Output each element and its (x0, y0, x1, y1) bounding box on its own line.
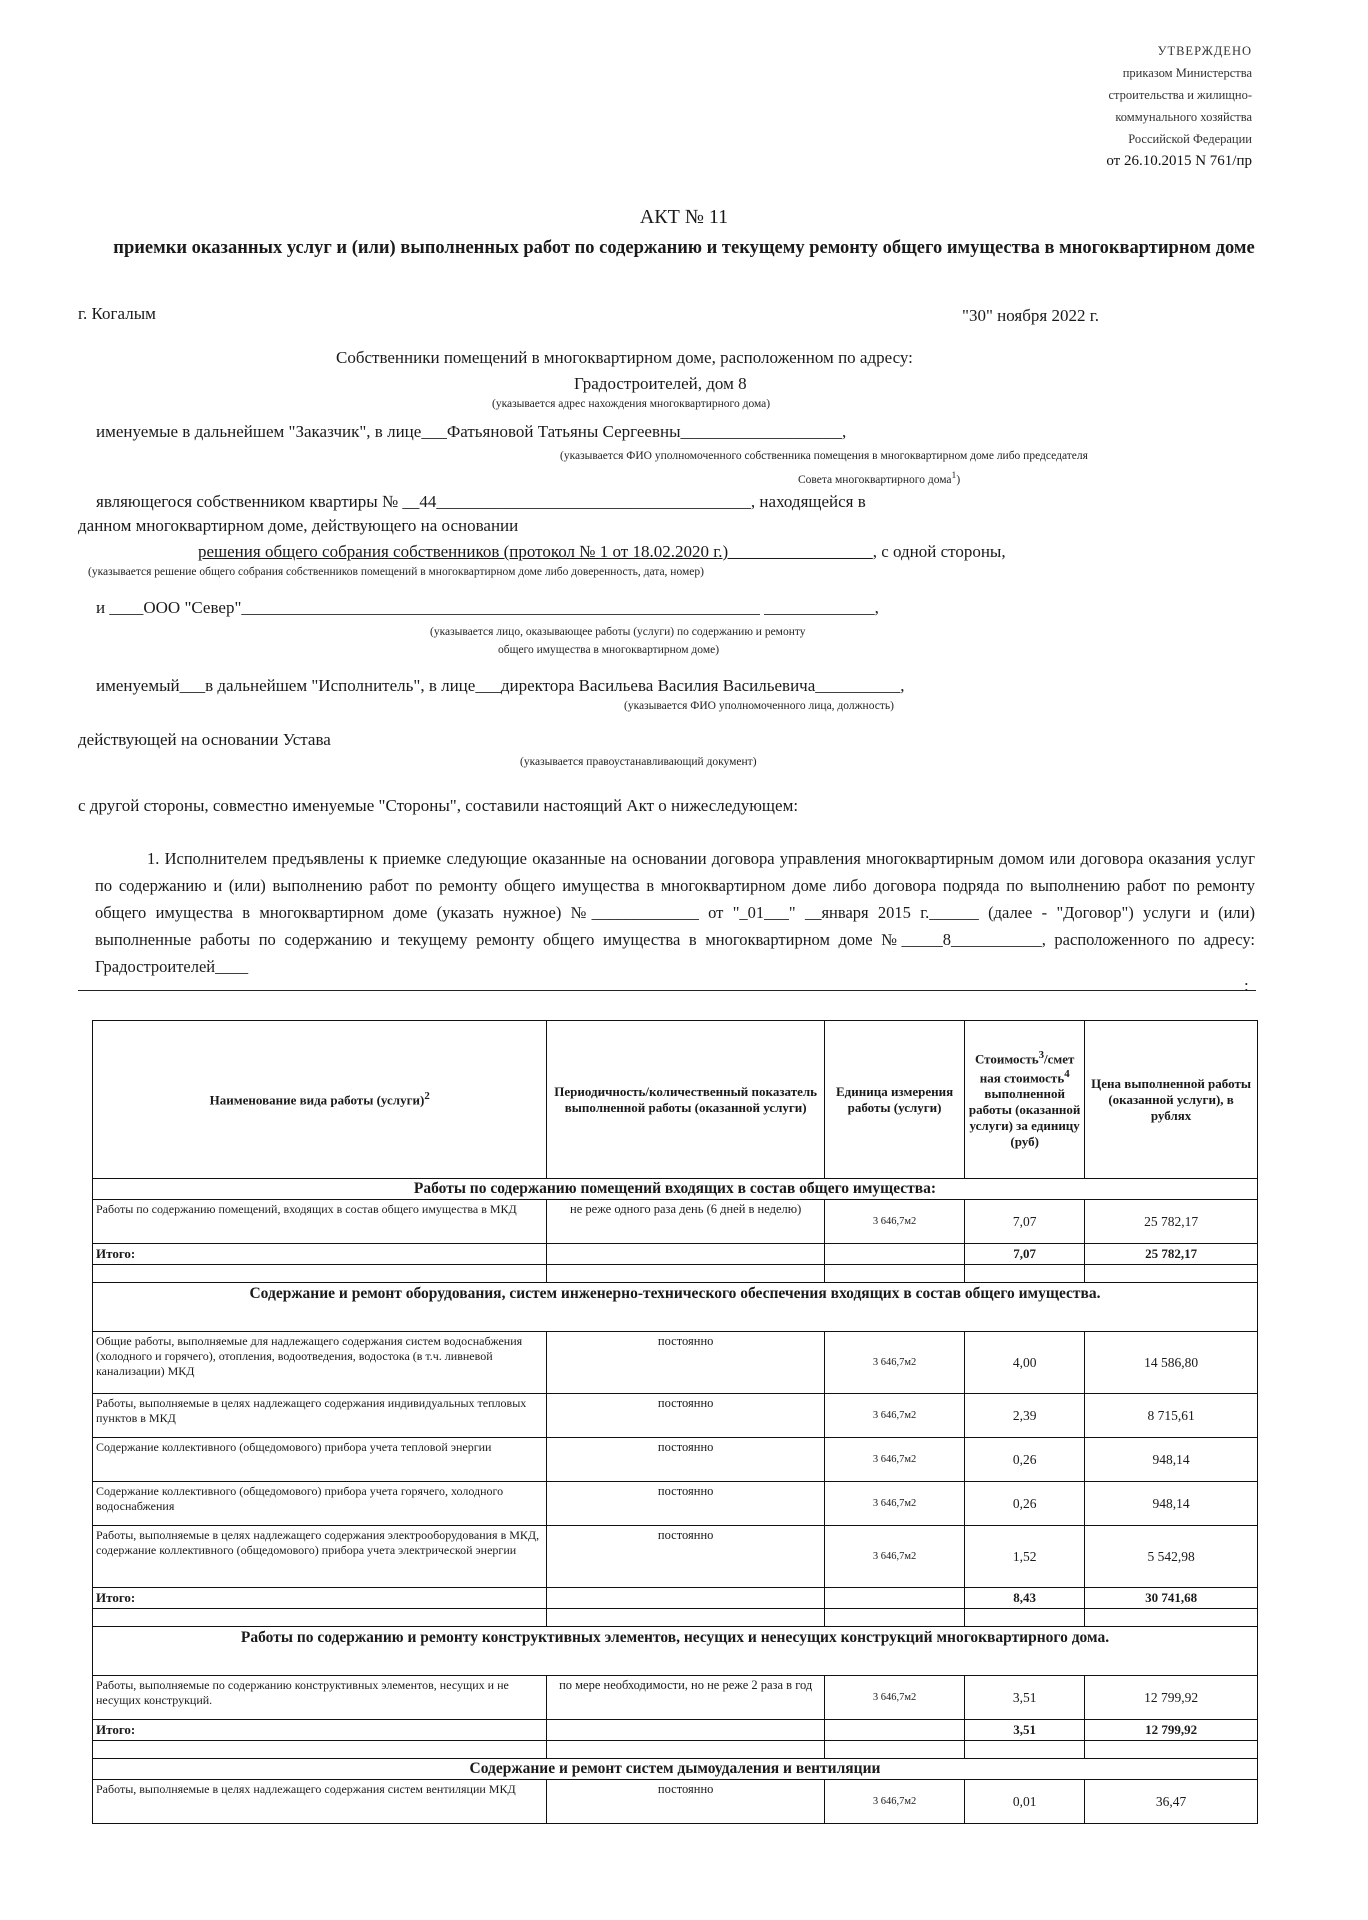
unit-cell: 3 646,7м2 (824, 1780, 964, 1824)
cost-cell: 4,00 (965, 1332, 1085, 1394)
section-header-row (93, 1283, 1258, 1332)
empty-cell (547, 1741, 825, 1759)
basis-end: , с одной стороны, (872, 542, 1006, 561)
total-cost: 3,51 (965, 1720, 1085, 1741)
customer-name: ___Фатьяновой Татьяны Сергеевны___________________ (421, 422, 843, 441)
total-label: Итого: (93, 1244, 547, 1265)
contractor-hint: (указывается лицо, оказывающее работы (услуги) по содержанию и ремонту (430, 626, 806, 638)
work-name-cell: Содержание коллективного (общедомового) прибора учета горячего, холодного водоснабжения (93, 1482, 547, 1526)
header-work-name: Наименование вида работы (услуги)$^2$ (93, 1021, 547, 1179)
basis-hint: (указывается решение общего собрания собственников помещений в многоквартирном доме либо доверенность, дата, номер) (88, 566, 704, 578)
table-row (93, 1394, 1258, 1438)
price-cell: 8 715,61 (1085, 1394, 1258, 1438)
executor-comma: , (900, 676, 905, 695)
header-price: Цена выполненной работы (оказанной услуги), в рублях (1085, 1021, 1258, 1179)
owner-house: данном многоквартирном доме, действующего на основании (78, 516, 519, 535)
total-cost: 7,07 (965, 1244, 1085, 1265)
house-address: Градостроителей, дом 8 (574, 374, 747, 393)
total-price: 12 799,92 (1085, 1720, 1258, 1741)
doc-title: АКТ № 11 (639, 206, 729, 228)
work-name-cell: Работы по содержанию помещений, входящих в состав общего имущества в МКД (93, 1200, 547, 1244)
section-title: Работы по содержанию помещений входящих в состав общего имущества: (93, 1179, 1258, 1200)
customer-comma: , (842, 422, 847, 441)
empty-cell (1085, 1265, 1258, 1283)
total-price: 25 782,17 (1085, 1244, 1258, 1265)
unit-cell: 3 646,7м2 (824, 1394, 964, 1438)
owner-apartment-line (96, 492, 866, 512)
executor-name: ___директора Васильева Василия Васильевича__________ (475, 676, 901, 695)
cost-cell: 0,01 (965, 1780, 1085, 1824)
price-cell: 948,14 (1085, 1482, 1258, 1526)
table-row (93, 1780, 1258, 1824)
empty-cell (824, 1720, 964, 1741)
address-hint: (указывается адрес нахождения многоквартирного дома) (492, 398, 771, 410)
unit-cell: 3 646,7м2 (824, 1438, 964, 1482)
owners-line: Собственники помещений в многоквартирном доме, расположенном по адресу: (336, 348, 913, 367)
empty-cell (824, 1265, 964, 1283)
price-cell: 36,47 (1085, 1780, 1258, 1824)
empty-cell (547, 1265, 825, 1283)
table-header-row (93, 1021, 1258, 1179)
cost-cell: 3,51 (965, 1676, 1085, 1720)
executor-label-2: ___в дальнейшем "Исполнитель", в лице (179, 676, 476, 695)
total-label: Итого: (93, 1720, 547, 1741)
cost-cell: 2,39 (965, 1394, 1085, 1438)
total-price: 30 741,68 (1085, 1588, 1258, 1609)
contractor-line (96, 598, 879, 618)
customer-hint-2: Совета многоквартирного дома$^1$) (798, 470, 961, 486)
total-cost: 8,43 (965, 1588, 1085, 1609)
unit-cell: 3 646,7м2 (824, 1676, 964, 1720)
spacer-row (93, 1609, 1258, 1627)
cost-cell: 0,26 (965, 1482, 1085, 1526)
periodicity-cell: постоянно (547, 1482, 825, 1526)
header-periodicity: Периодичность/количественный показатель выполненной работы (оказанной услуги) (547, 1021, 825, 1179)
contractor-hint-2: общего имущества в многоквартирном доме) (498, 644, 720, 656)
table-row (93, 1332, 1258, 1394)
price-cell: 948,14 (1085, 1438, 1258, 1482)
periodicity-cell: не реже одного раза день (6 дней в неделю) (547, 1200, 825, 1244)
empty-cell (965, 1609, 1085, 1627)
spacer-row (93, 1741, 1258, 1759)
approval-line: коммунального хозяйства (1115, 110, 1252, 124)
section-title: Работы по содержанию и ремонту конструктивных элементов, несущих и ненесущих конструкций многоквартирного дома. (93, 1627, 1258, 1676)
empty-cell (824, 1244, 964, 1265)
total-label: Итого: (93, 1588, 547, 1609)
price-cell: 14 586,80 (1085, 1332, 1258, 1394)
unit-cell: 3 646,7м2 (824, 1482, 964, 1526)
empty-cell (93, 1741, 547, 1759)
work-name-cell: Работы, выполняемые в целях надлежащего содержания систем вентиляции МКД (93, 1780, 547, 1824)
approval-line: приказом Министерства (1122, 66, 1252, 80)
total-row (93, 1720, 1258, 1741)
header-cost: Стоимость$^3$/смет ная стоимость$^4$ выполненной работы (оказанной услуги) за единицу (руб) (965, 1021, 1085, 1179)
separator-line (78, 990, 1256, 991)
periodicity-cell: постоянно (547, 1438, 825, 1482)
price-cell: 12 799,92 (1085, 1676, 1258, 1720)
basis-line (198, 542, 1006, 562)
empty-cell (965, 1265, 1085, 1283)
total-row (93, 1588, 1258, 1609)
work-name-cell: Работы, выполняемые в целях надлежащего содержания индивидуальных тепловых пунктов в МКД (93, 1394, 547, 1438)
unit-cell: 3 646,7м2 (824, 1200, 964, 1244)
owner-apartment-label: являющегося собственником квартиры № (96, 492, 399, 511)
total-row (93, 1244, 1258, 1265)
executor-hint: (указывается ФИО уполномоченного лица, должность) (624, 700, 894, 712)
price-cell: 5 542,98 (1085, 1526, 1258, 1588)
empty-cell (547, 1609, 825, 1627)
periodicity-cell: по мере необходимости, но не реже 2 раза в год (547, 1676, 825, 1720)
city: г. Когалым (78, 304, 156, 323)
work-name-cell: Общие работы, выполняемые для надлежащего содержания систем водоснабжения (холодного и горячего), отопления, водоотведения, водостока (в т.ч. ливневой канализации) МКД (93, 1332, 547, 1394)
empty-cell (965, 1741, 1085, 1759)
section-header-row (93, 1759, 1258, 1780)
empty-cell (824, 1588, 964, 1609)
approval-line: строительства и жилищно- (1108, 88, 1252, 102)
executor-label: именуемый (96, 676, 180, 695)
table-row (93, 1526, 1258, 1588)
paragraph-1: 1. Исполнителем предъявлены к приемке следующие оказанные на основании договора управления многоквартирным домом или договора оказания услуг по содержанию и (или) выполнению работ по ремонту общего имущества в многоквартирном доме либо договора подряда по выполнению работ по ремонту общего имущества в многоквартирном доме (указать нужное) №_____________ от "_01___" __января 2015 г.______ (далее - "Договор") услуги и (или) выполненные работы по содержанию и текущему ремонту общего имущества в многоквартирном доме №_____8___________, расположенного по адресу: Градостроителей____ (95, 849, 1255, 976)
customer-line (96, 422, 846, 442)
section-header-row (93, 1179, 1258, 1200)
section-title: Содержание и ремонт систем дымоудаления и вентиляции (93, 1759, 1258, 1780)
unit-cell: 3 646,7м2 (824, 1526, 964, 1588)
acting-basis: действующей на основании Устава (78, 730, 331, 749)
empty-cell (824, 1741, 964, 1759)
doc-subtitle: приемки оказанных услуг и (или) выполненных работ по содержанию и текущему ремонту общего имущества в многоквартирном доме (113, 238, 1255, 258)
colon-mark: : (1244, 976, 1249, 995)
apartment-number: __44_____________________________________ (398, 492, 751, 511)
approval-line: УТВЕРЖДЕНО (1157, 44, 1252, 58)
basis-document: решения общего собрания собственников (протокол № 1 от 18.02.2020 г.)_________________ (198, 542, 873, 561)
executor-line (96, 676, 905, 696)
cost-cell: 1,52 (965, 1526, 1085, 1588)
customer-hint: (указывается ФИО уполномоченного собственника помещения в многоквартирном доме либо председателя (560, 450, 1088, 462)
and-label: и (96, 598, 106, 617)
price-cell: 25 782,17 (1085, 1200, 1258, 1244)
table-row (93, 1482, 1258, 1526)
header-unit: Единица измерения работы (услуги) (824, 1021, 964, 1179)
periodicity-cell: постоянно (547, 1780, 825, 1824)
works-table (92, 1020, 1258, 1824)
empty-cell (547, 1720, 825, 1741)
table-row (93, 1676, 1258, 1720)
contractor-comma: , (874, 598, 879, 617)
periodicity-cell: постоянно (547, 1394, 825, 1438)
periodicity-cell: постоянно (547, 1332, 825, 1394)
cost-cell: 0,26 (965, 1438, 1085, 1482)
doc-date: "30" ноября 2022 г. (962, 306, 1099, 325)
work-name-cell: Работы, выполняемые в целях надлежащего содержания электрооборудования в МКД, содержание коллективного (общедомового) прибора учета электрической энергии (93, 1526, 547, 1588)
approval-line: Российской Федерации (1128, 132, 1252, 146)
section-header-row (93, 1627, 1258, 1676)
approval-stamp (992, 40, 1252, 172)
empty-cell (547, 1244, 825, 1265)
empty-cell (1085, 1609, 1258, 1627)
acting-hint: (указывается правоустанавливающий документ) (520, 756, 757, 768)
customer-label: именуемые в дальнейшем "Заказчик", в лице (96, 422, 422, 441)
cost-cell: 7,07 (965, 1200, 1085, 1244)
owner-apartment-tail: , находящейся в (750, 492, 866, 511)
empty-cell (93, 1265, 547, 1283)
empty-cell (824, 1609, 964, 1627)
table-row (93, 1200, 1258, 1244)
table-row (93, 1438, 1258, 1482)
periodicity-cell: постоянно (547, 1526, 825, 1588)
empty-cell (93, 1609, 547, 1627)
work-name-cell: Работы, выполняемые по содержанию конструктивных элементов, несущих и не несущих конструкций. (93, 1676, 547, 1720)
section-title: Содержание и ремонт оборудования, систем инженерно-технического обеспечения входящих в состав общего имущества. (93, 1283, 1258, 1332)
contractor-name: ____ООО "Север"_____________________________________________________________ _____________ (109, 598, 875, 617)
work-name-cell: Содержание коллективного (общедомового) прибора учета тепловой энергии (93, 1438, 547, 1482)
other-side-line: с другой стороны, совместно именуемые "Стороны", составили настоящий Акт о нижеследующем: (78, 796, 799, 815)
approval-order: от 26.10.2015 N 761/пр (1106, 153, 1252, 169)
spacer-row (93, 1265, 1258, 1283)
unit-cell: 3 646,7м2 (824, 1332, 964, 1394)
empty-cell (1085, 1741, 1258, 1759)
empty-cell (547, 1588, 825, 1609)
